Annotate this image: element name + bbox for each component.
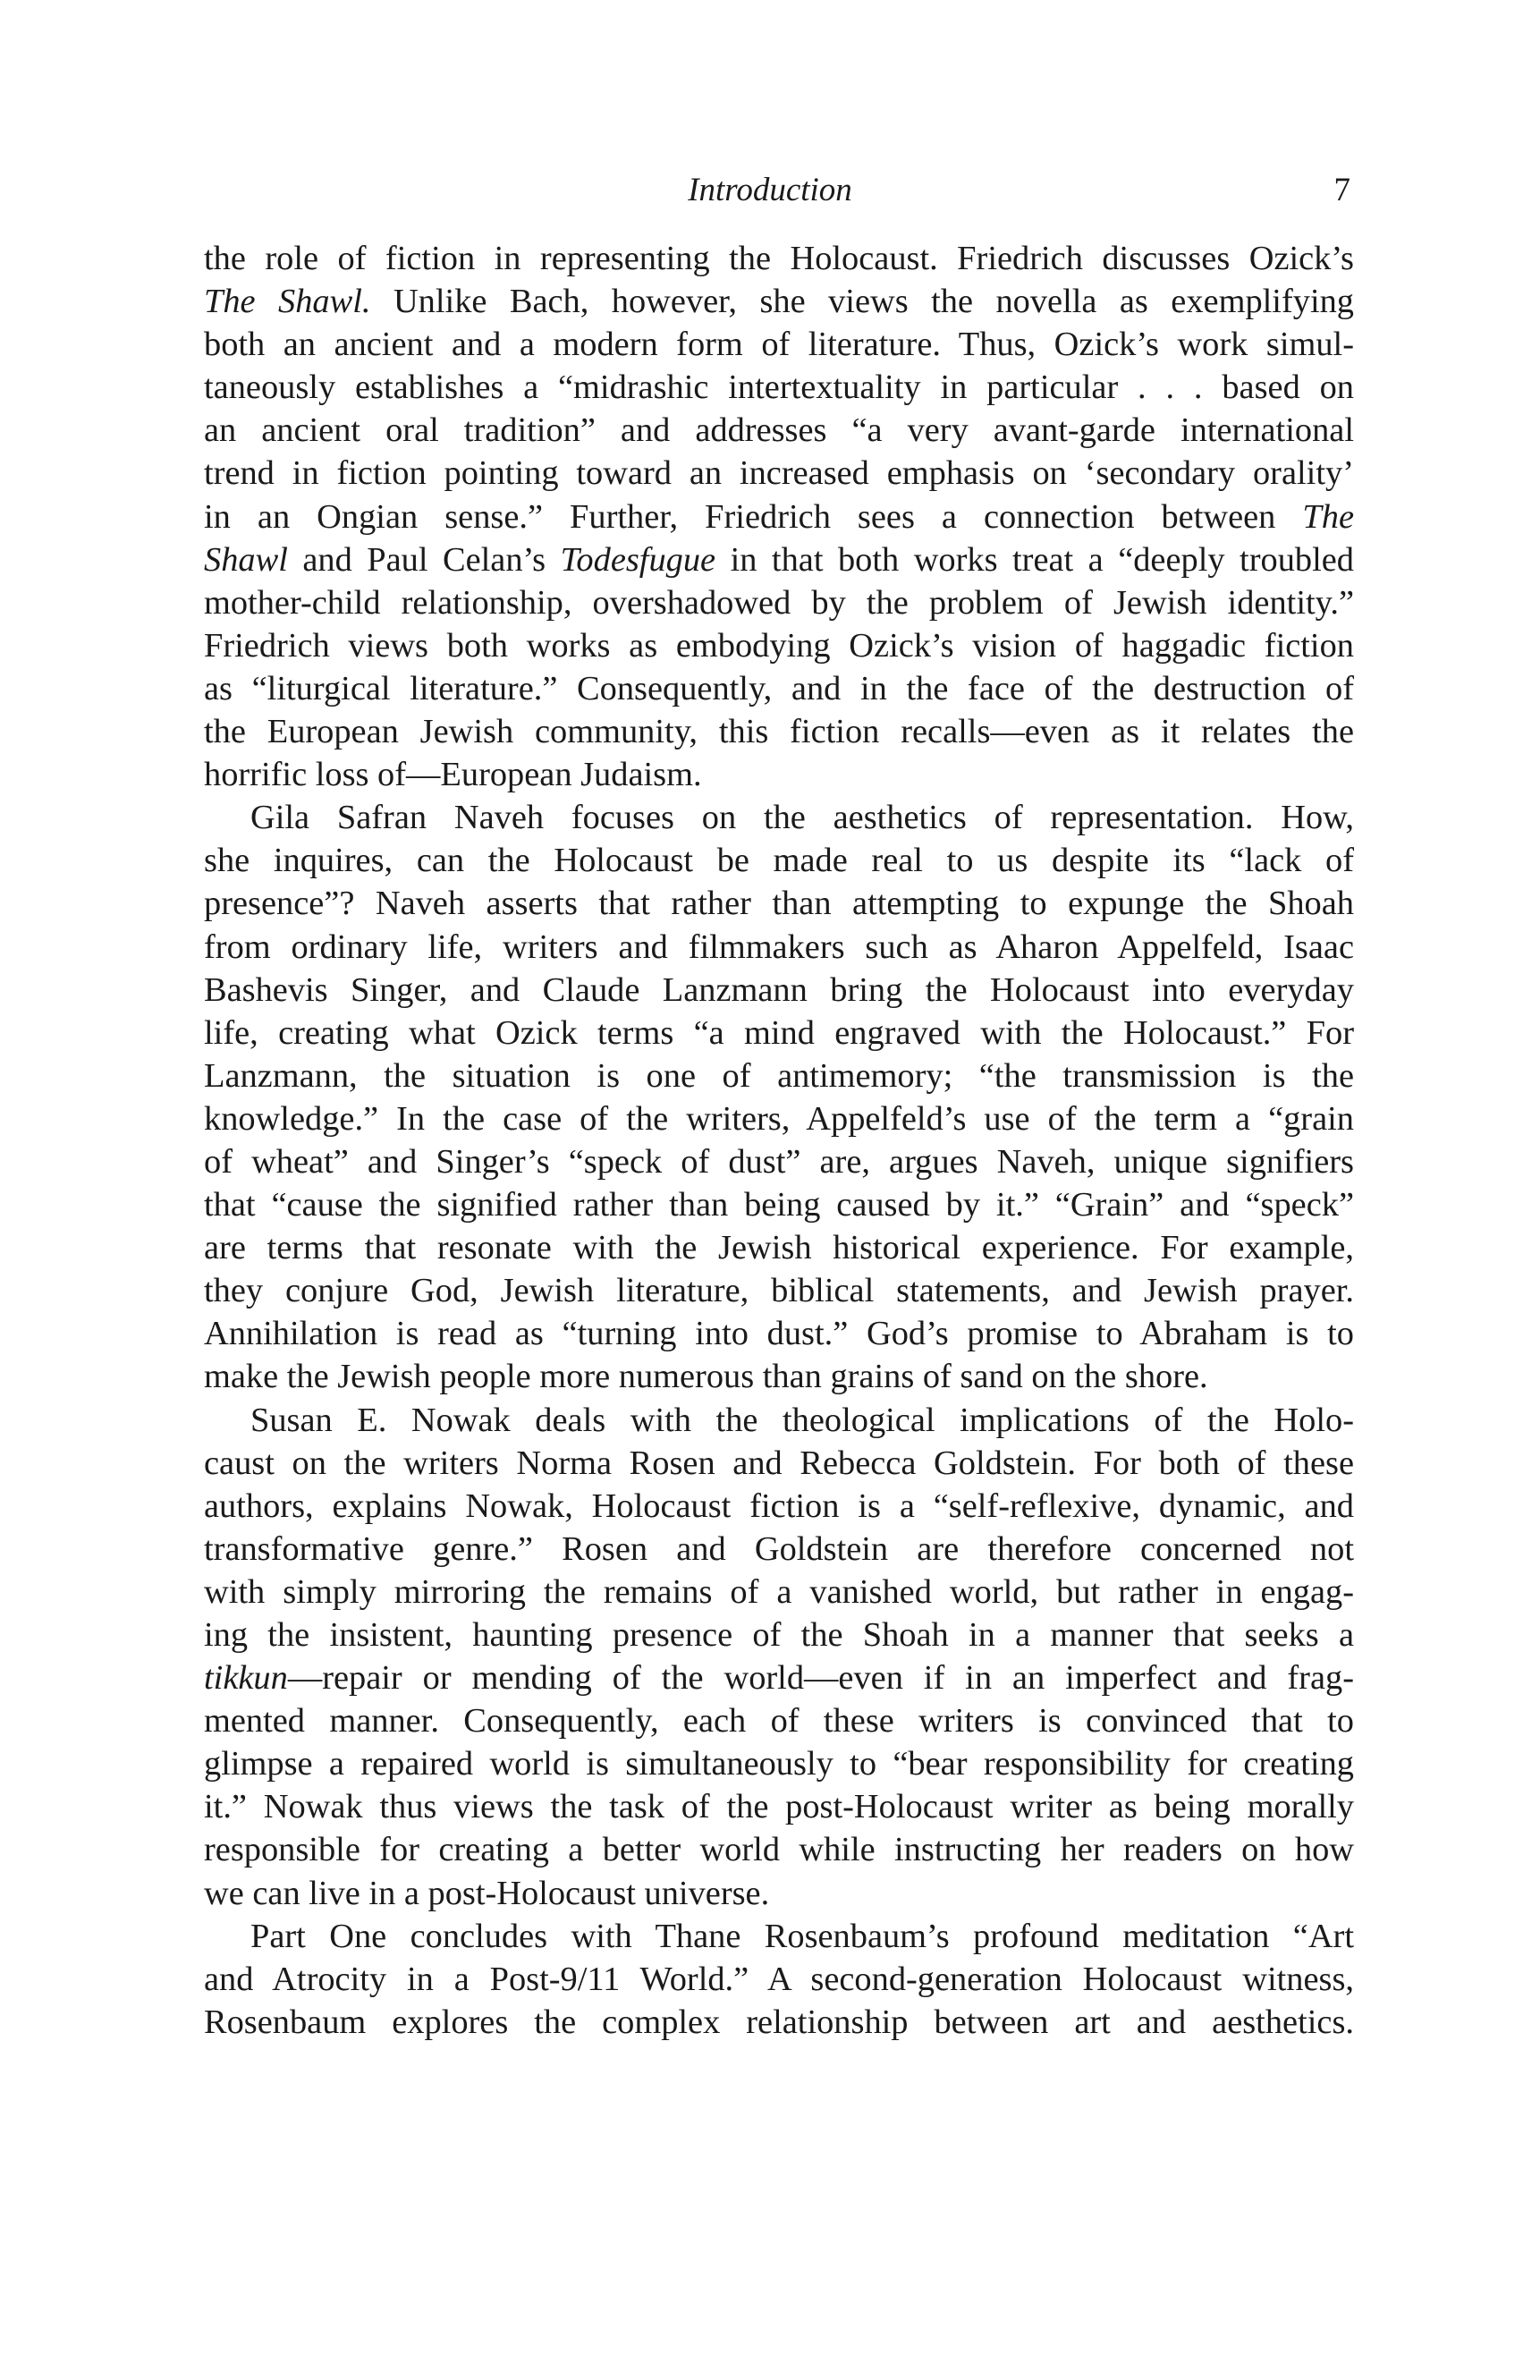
text-line (204, 1054, 1354, 1097)
text-run: Susan E. Nowak deals with the theological implications of the Holo- (250, 1401, 1354, 1439)
text-line (204, 495, 1354, 538)
text-run: Annihilation is read as “turning into dust.” God’s promise to Abraham is to (204, 1315, 1354, 1353)
body-text (204, 237, 1354, 2044)
text-line (204, 1613, 1354, 1656)
text-line (204, 1699, 1354, 1742)
text-line (204, 926, 1354, 969)
text-line (204, 1226, 1354, 1269)
paragraph (204, 1915, 1354, 2044)
text-run: mother-child relationship, overshadowed by the problem of Jewish identity.” (204, 583, 1354, 622)
text-run: responsible for creating a better world while instructing her readers on how (204, 1831, 1354, 1869)
italic-text: Shawl (204, 540, 288, 579)
text-run: knowledge.” In the case of the writers, Appelfeld’s use of the term a “grain (204, 1099, 1354, 1138)
text-run: in an Ongian sense.” Further, Friedrich sees a connection between (204, 497, 1303, 536)
text-line (204, 1958, 1354, 2001)
text-run: life, creating what Ozick terms “a mind engraved with the Holocaust.” For (204, 1013, 1354, 1052)
text-line (204, 1140, 1354, 1183)
text-line (204, 1528, 1354, 1571)
text-run: we can live in a post-Holocaust universe. (204, 1874, 770, 1912)
text-line (204, 1785, 1354, 1828)
paragraph (204, 237, 1354, 796)
text-run: they conjure God, Jewish literature, biblical statements, and Jewish prayer. (204, 1272, 1354, 1310)
text-run: Unlike Bach, however, she views the novella as exemplifying (370, 283, 1355, 321)
text-run: in that both works treat a “deeply troubled (715, 540, 1354, 579)
text-run: authors, explains Nowak, Holocaust fiction is a “self-reflexive, dynamic, and (204, 1486, 1354, 1525)
text-line (204, 624, 1354, 667)
text-run: glimpse a repaired world is simultaneously to “bear responsibility for creating (204, 1745, 1354, 1783)
running-title: Introduction (688, 172, 852, 208)
text-line (204, 969, 1354, 1012)
text-run: with simply mirroring the remains of a vanished world, but rather in engag- (204, 1572, 1354, 1611)
text-line (204, 1828, 1354, 1871)
text-line (204, 1312, 1354, 1355)
text-run: Gila Safran Naveh focuses on the aesthetics of representation. How, (250, 799, 1354, 837)
text-line (204, 1442, 1354, 1485)
text-run: of wheat” and Singer’s “speck of dust” are, argues Naveh, unique signifiers (204, 1142, 1354, 1181)
text-run: as “liturgical literature.” Consequently, and in the face of the destruction of (204, 669, 1354, 707)
text-run: from ordinary life, writers and filmmakers such as Aharon Appelfeld, Isaac (204, 927, 1354, 966)
text-line (204, 1656, 1354, 1699)
text-run: are terms that resonate with the Jewish historical experience. For example, (204, 1229, 1354, 1267)
text-run: that “cause the signified rather than being caused by it.” “Grain” and “speck” (204, 1186, 1354, 1224)
text-run: the European Jewish community, this fiction recalls—even as it relates the (204, 713, 1354, 751)
text-line (204, 1012, 1354, 1054)
text-line (204, 1872, 1354, 1915)
text-line (204, 237, 1354, 280)
text-run: and Paul Celan’s (287, 540, 561, 579)
text-run: mented manner. Consequently, each of these writers is convinced that to (204, 1702, 1354, 1741)
text-line (204, 1742, 1354, 1785)
text-line (204, 710, 1354, 753)
text-line (204, 667, 1354, 710)
text-run: Part One concludes with Thane Rosenbaum’s profound meditation “Art (250, 1917, 1354, 1955)
text-line (204, 796, 1354, 839)
text-run: horrific loss of—European Judaism. (204, 756, 702, 794)
text-line (204, 2001, 1354, 2044)
text-run: ing the insistent, haunting presence of the Shoah in a manner that seeks a (204, 1616, 1354, 1654)
running-head (0, 168, 1540, 213)
text-line (204, 452, 1354, 495)
text-run: and Atrocity in a Post-9/11 World.” A second-generation Holocaust witness, (204, 1960, 1354, 1998)
text-run: Friedrich views both works as embodying Ozick’s vision of haggadic fiction (204, 626, 1354, 665)
paragraph (204, 1399, 1354, 1915)
text-run: Lanzmann, the situation is one of antimemory; “the transmission is the (204, 1056, 1354, 1095)
text-run: presence”? Naveh asserts that rather than attempting to expunge the Shoah (204, 885, 1354, 923)
text-run: Bashevis Singer, and Claude Lanzmann bring the Holocaust into everyday (204, 970, 1354, 1009)
text-run: Rosenbaum explores the complex relationship between art and aesthetics. (204, 2003, 1354, 2041)
text-line (204, 753, 1354, 796)
text-line (204, 538, 1354, 581)
text-run: it.” Nowak thus views the task of the post-Holocaust writer as being morally (204, 1788, 1354, 1826)
text-line (204, 1571, 1354, 1613)
text-run: an ancient oral tradition” and addresses “a very avant-garde international (204, 411, 1354, 450)
text-line (204, 323, 1354, 366)
text-line (204, 280, 1354, 323)
text-line (204, 1355, 1354, 1398)
text-run: caust on the writers Norma Rosen and Rebecca Goldstein. For both of these (204, 1444, 1354, 1482)
text-line (204, 1269, 1354, 1312)
text-line (204, 1097, 1354, 1140)
italic-text: tikkun (204, 1659, 288, 1698)
paragraph (204, 796, 1354, 1398)
text-line (204, 366, 1354, 409)
italic-text: Todesfugue (560, 540, 716, 579)
text-run: taneously establishes a “midrashic intertextuality in particular . . . based on (204, 368, 1354, 407)
page-number: 7 (1333, 172, 1350, 208)
text-run: trend in fiction pointing toward an increased emphasis on ‘secondary orality’ (204, 454, 1354, 493)
text-line (204, 1915, 1354, 1958)
text-run: she inquires, can the Holocaust be made real to us despite its “lack of (204, 842, 1354, 880)
text-line (204, 839, 1354, 882)
italic-text: The (1302, 497, 1354, 536)
text-line (204, 1399, 1354, 1442)
text-line (204, 1485, 1354, 1528)
text-line (204, 581, 1354, 624)
text-run: make the Jewish people more numerous than grains of sand on the shore. (204, 1358, 1208, 1396)
text-run: both an ancient and a modern form of literature. Thus, Ozick’s work simul- (204, 326, 1354, 364)
text-line (204, 1183, 1354, 1226)
italic-text: The Shawl. (204, 283, 371, 321)
text-run: the role of fiction in representing the Holocaust. Friedrich discusses Ozick’s (204, 240, 1354, 277)
text-run: transformative genre.” Rosen and Goldstein are therefore concerned not (204, 1529, 1354, 1568)
text-run: —repair or mending of the world—even if in an imperfect and frag- (287, 1659, 1354, 1698)
text-line (204, 882, 1354, 925)
text-line (204, 409, 1354, 452)
